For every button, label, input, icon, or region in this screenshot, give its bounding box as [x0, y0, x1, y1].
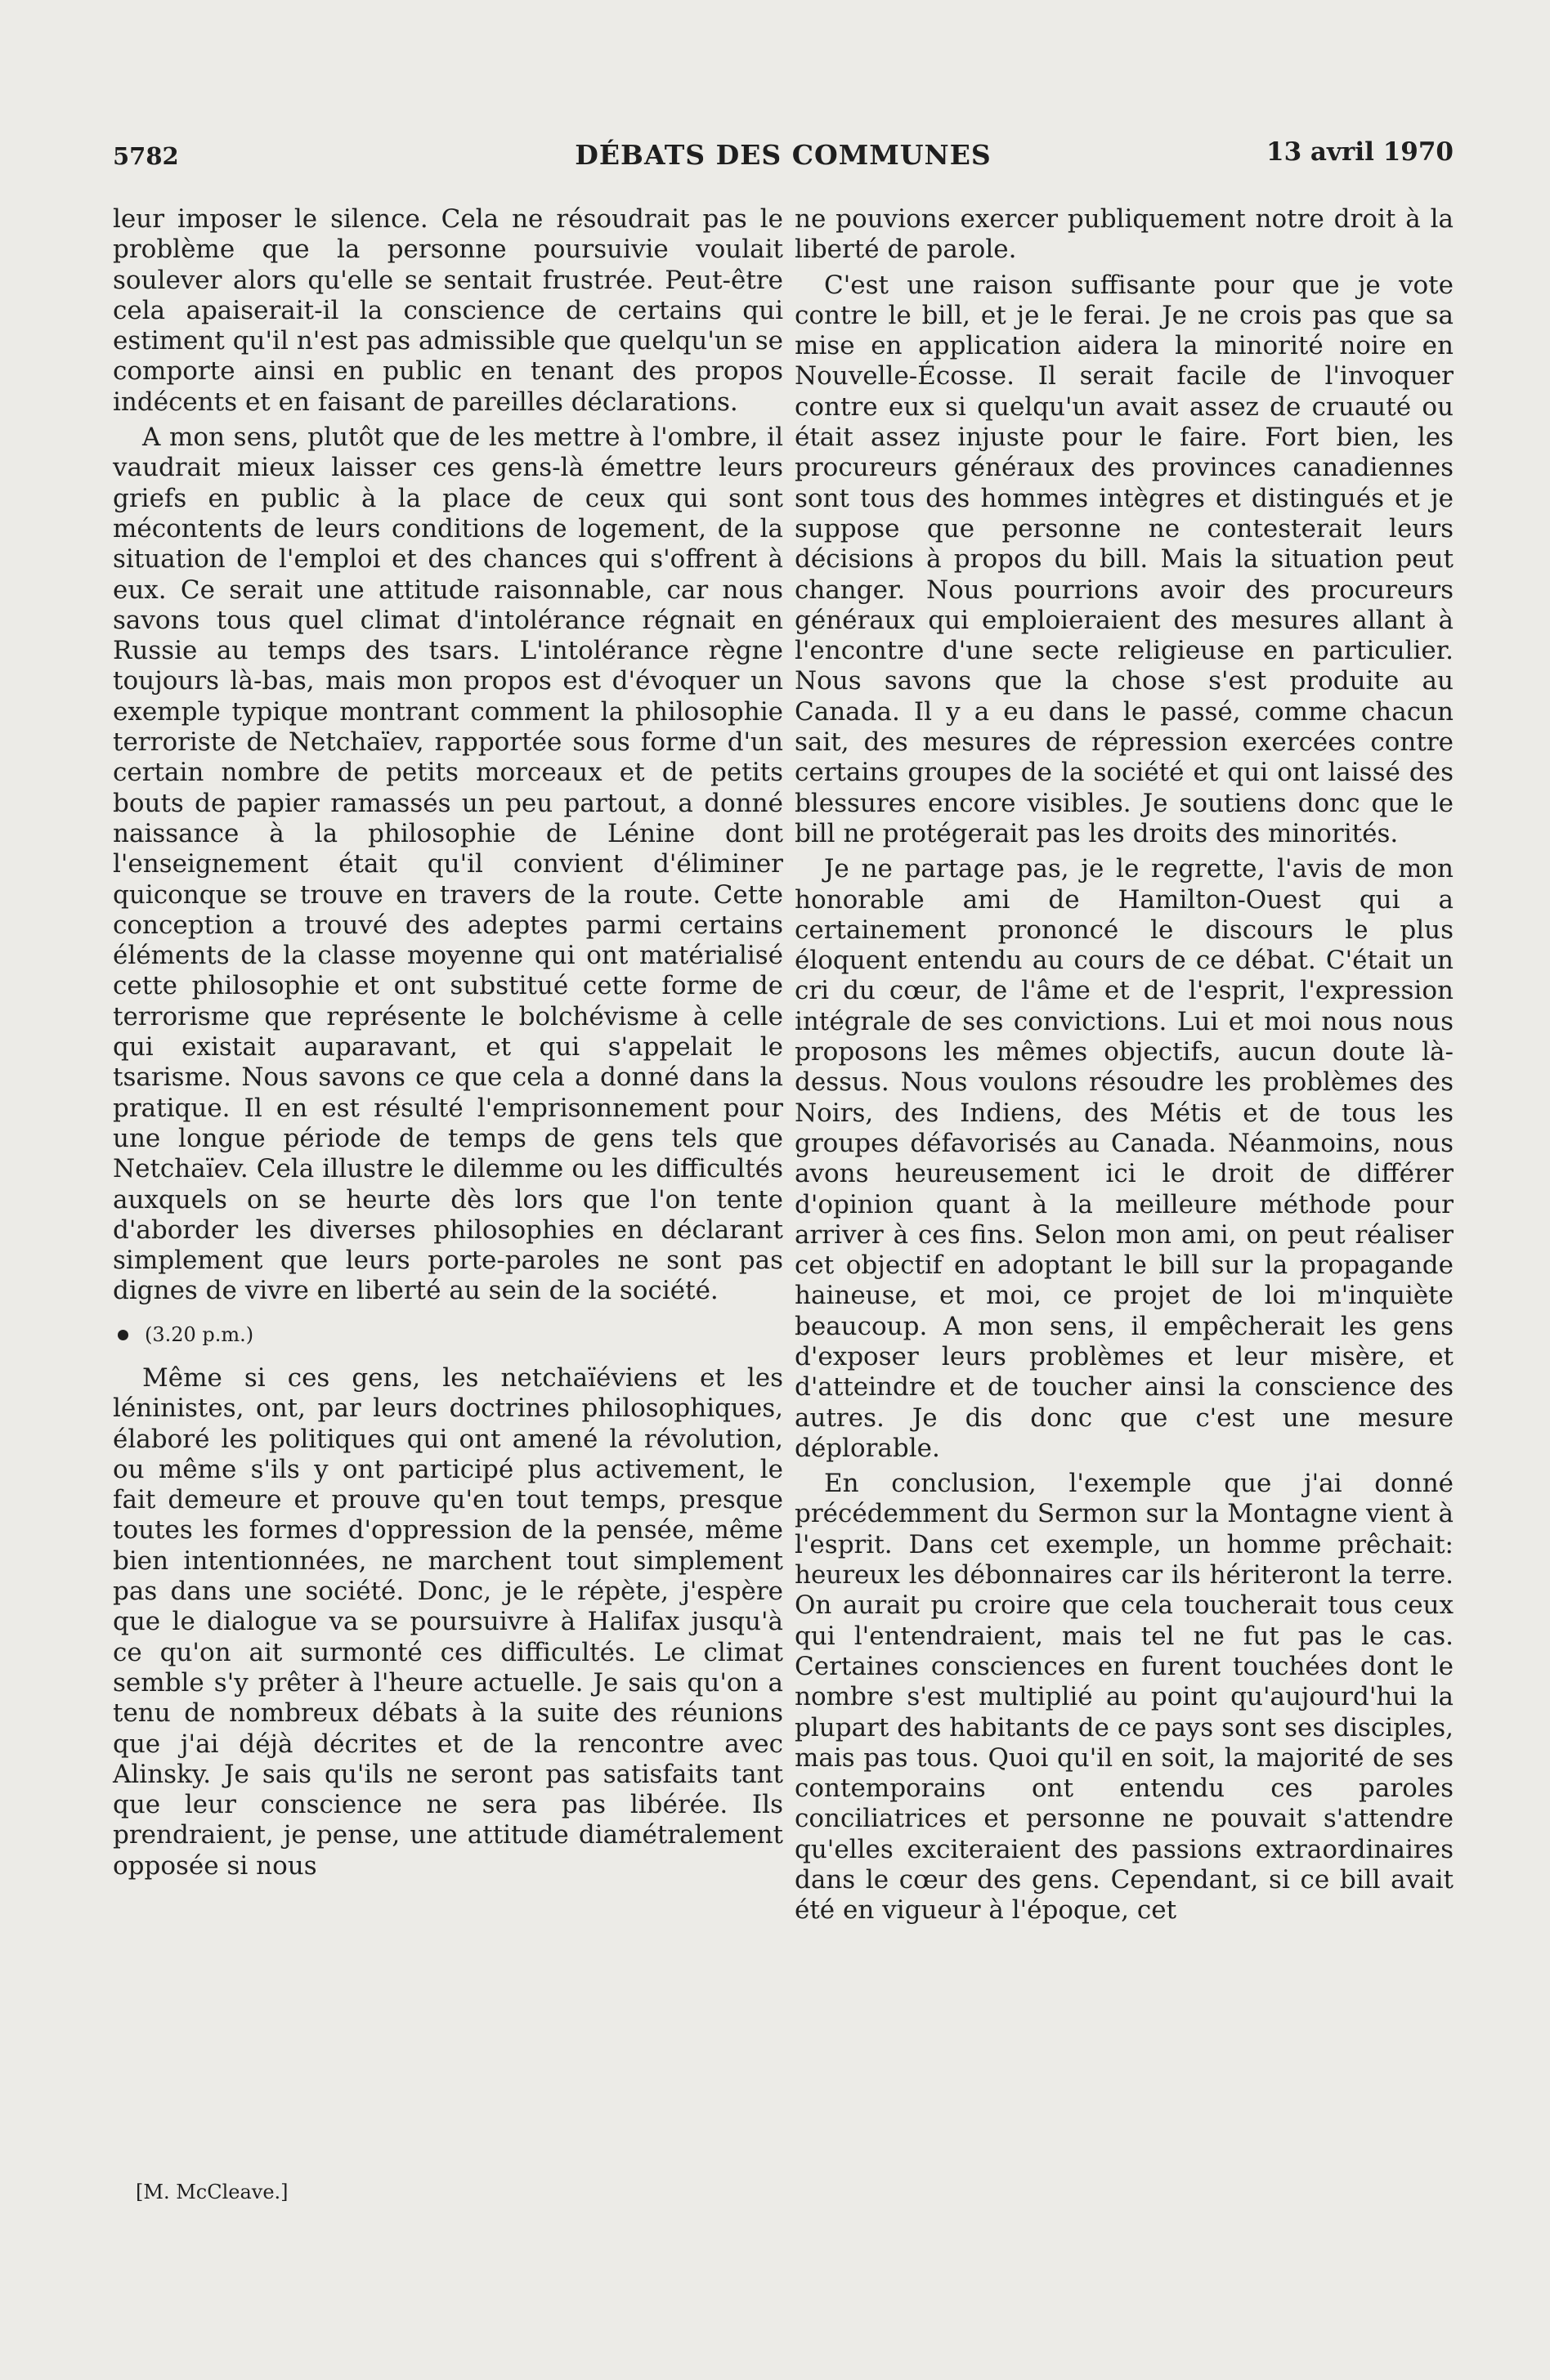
left-paragraph-2: A mon sens, plutôt que de les mettre à l'ombre, il vaudrait mieux laisser ces gens-là émettre leurs griefs en public à la place de ceux qui sont mécontents de leurs conditions de logement, de la situation de l'emploi et des chances qui s'offrent à eux. Ce serait une attitude raisonnable, car nous savons tous quel climat d'intolérance régnait en Russie au temps des tsars. L'intolérance règne toujours là-bas, mais mon propos est d'évoquer un exemple typique montrant comment la philosophie terroriste de Netchaïev, rapportée sous forme d'un certain nombre de petits morceaux et de petits bouts de papier ramassés un peu partout, a donné naissance à la philosophie de Lénine dont l'enseignement était qu'il convient d'éliminer quiconque se trouve en travers de la route. Cette conception a trouvé des adeptes parmi certains éléments de la classe moyenne qui ont matérialisé cette philosophie et ont substitué cette forme de terrorisme que représente le bolchévisme à celle qui existait auparavant, et qui s'appelait le tsarisme. Nous savons ce que cela a donné dans la pratique. Il en est résulté l'emprisonnement pour une longue période de temps de gens tels que Netchaïev. Cela illustre le dilemme ou les difficultés auxquels on se heurte dès lors que l'on tente d'aborder les diverses philosophies en déclarant simplement que leurs porte-paroles ne sont pas dignes de vivre en liberté au sein de la société. — [113, 423, 783, 1306]
left-column — [113, 204, 783, 1881]
right-column — [795, 204, 1454, 1926]
publication-title: DÉBATS DES COMMUNES — [575, 139, 992, 171]
left-paragraph-1: leur imposer le silence. Cela ne résoudrait pas le problème que la personne poursuivie voulait soulever alors qu'elle se sentait frustrée. Peut-être cela apaiserait-il la conscience de certains qui estiment qu'il n'est pas admissible que quelqu'un se comporte ainsi en public en tenant des propos indécents et en faisant de pareilles déclarations. — [113, 204, 783, 417]
bullet-icon — [118, 1330, 128, 1340]
right-paragraph-2: C'est une raison suffisante pour que je vote contre le bill, et je le ferai. Je ne crois pas que sa mise en application aidera la minorité noire en Nouvelle-Écosse. Il serait facile de l'invoquer contre eux si quelqu'un avait assez de cruauté ou était assez injuste pour le faire. Fort bien, les procureurs généraux des provinces canadiennes sont tous des hommes intègres et distingués et je suppose que personne ne contesterait leurs décisions à propos du bill. Mais la situation peut changer. Nous pourrions avoir des procureurs généraux qui emploieraient des mesures allant à l'encontre d'une secte religieuse en particulier. Nous savons que la chose s'est produite au Canada. Il y a eu dans le passé, comme chacun sait, des mesures de répression exercées contre certains groupes de la société et qui ont laissé des blessures encore visibles. Je soutiens donc que le bill ne protégerait pas les droits des minorités. — [795, 270, 1454, 848]
speaker-signature: [M. McCleave.] — [136, 2181, 289, 2203]
page-header — [113, 137, 1454, 178]
right-paragraph-3: Je ne partage pas, je le regrette, l'avis de mon honorable ami de Hamilton-Ouest qui a certainement prononcé le discours le plus éloquent entendu au cours de ce débat. C'était un cri du cœur, de l'âme et de l'esprit, l'expression intégrale de ses convictions. Lui et moi nous nous proposons les mêmes objectifs, aucun doute là-dessus. Nous voulons résoudre les problèmes des Noirs, des Indiens, des Métis et de tous les groupes défavorisés au Canada. Néanmoins, nous avons heureusement ici le droit de différer d'opinion quant à la meilleure méthode pour arriver à ces fins. Selon mon ami, on peut réaliser cet objectif en adoptant le bill sur la propagande haineuse, et moi, ce projet de loi m'inquiète beaucoup. A mon sens, il empêcherait les gens d'exposer leurs problèmes et leur misère, et d'atteindre et de toucher ainsi la conscience des autres. Je dis donc que c'est une mesure déplorable. — [795, 854, 1454, 1463]
time-marker-text: (3.20 p.m.) — [145, 1322, 254, 1346]
page-date: 13 avril 1970 — [1266, 137, 1454, 167]
page-number: 5782 — [113, 142, 179, 170]
time-marker — [113, 1320, 783, 1350]
right-paragraph-4: En conclusion, l'exemple que j'ai donné précédemment du Sermon sur la Montagne vient à l'esprit. Dans cet exemple, un homme prêchait: heureux les débonnaires car ils hériteront la terre. On aurait pu croire que cela toucherait tous ceux qui l'entendraient, mais tel ne fut pas le cas. Certaines consciences en furent touchées dont le nombre s'est multiplié au point qu'aujourd'hui la plupart des habitants de ce pays sont ses disciples, mais pas tous. Quoi qu'il en soit, la majorité de ses contemporains ont entendu ces paroles conciliatrices et personne ne pouvait s'attendre qu'elles exciteraient des passions extraordinaires dans le cœur des gens. Cependant, si ce bill avait été en vigueur à l'époque, cet — [795, 1469, 1454, 1926]
right-paragraph-1: ne pouvions exercer publiquement notre droit à la liberté de parole. — [795, 204, 1454, 265]
left-paragraph-3: Même si ces gens, les netchaïéviens et les léninistes, ont, par leurs doctrines philosophiques, élaboré les politiques qui ont amené la révolution, ou même s'ils y ont participé plus activement, le fait demeure et prouve qu'en tout temps, presque toutes les formes d'oppression de la pensée, même bien intentionnées, ne marchent tout simplement pas dans une société. Donc, je le répète, j'espère que le dialogue va se poursuivre à Halifax jusqu'à ce qu'on ait surmonté ces difficultés. Le climat semble s'y prêter à l'heure actuelle. Je sais qu'on a tenu de nombreux débats à la suite des réunions que j'ai déjà décrites et de la rencontre avec Alinsky. Je sais qu'ils ne seront pas satisfaits tant que leur conscience ne sera pas libérée. Ils prendraient, je pense, une attitude diamétralement opposée si nous — [113, 1362, 783, 1881]
